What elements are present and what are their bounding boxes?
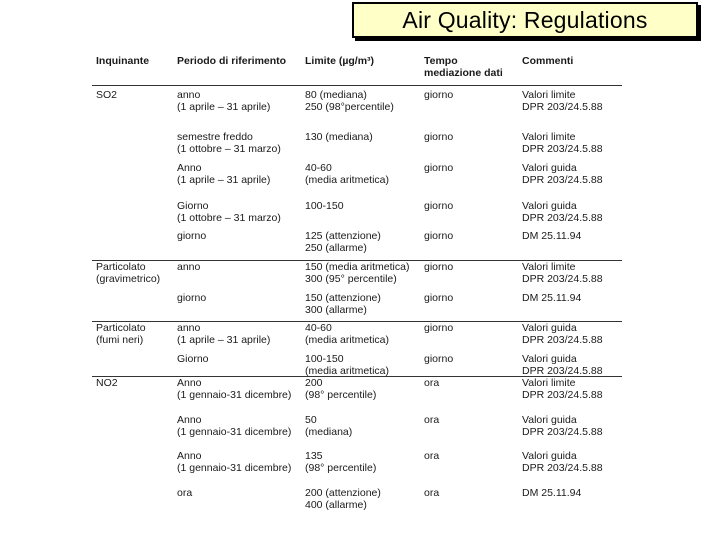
header-cell-period: Periodo di riferimento bbox=[177, 55, 287, 67]
cell-text-line: Valori limite bbox=[522, 131, 576, 143]
table-cell-averaging-time bbox=[420, 322, 518, 353]
table-cell-limit bbox=[301, 414, 420, 450]
cell-text-line: DPR 203/24.5.88 bbox=[522, 212, 603, 224]
table-cell-period bbox=[173, 414, 301, 450]
cell-text-line: Particolato bbox=[96, 261, 146, 273]
cell-text-line: ora bbox=[424, 487, 440, 499]
cell-text-line: DM 25.11.94 bbox=[522, 487, 582, 499]
table-cell-limit bbox=[301, 89, 420, 131]
cell-text-line: (gravimetrico) bbox=[96, 273, 161, 285]
cell-text-line: Valori guida bbox=[522, 450, 577, 462]
cell-text-line: 100-150 bbox=[305, 200, 344, 212]
table-cell-comments bbox=[518, 487, 622, 517]
cell-text-line: (fumi neri) bbox=[96, 334, 144, 346]
table-row bbox=[92, 450, 622, 487]
cell-text-line: (1 gennaio-31 dicembre) bbox=[177, 426, 292, 438]
cell-text-line: (media aritmetica) bbox=[305, 365, 390, 377]
table-cell-limit bbox=[301, 292, 420, 321]
cell-text-line: Valori limite bbox=[522, 261, 576, 273]
table-cell-pollutant bbox=[92, 230, 173, 260]
table-cell-averaging-time bbox=[420, 200, 518, 230]
cell-text-line: DPR 203/24.5.88 bbox=[522, 174, 603, 186]
cell-text-line: giorno bbox=[424, 200, 454, 212]
table-cell-limit bbox=[301, 131, 420, 162]
cell-text-line: 150 (media aritmetica) bbox=[305, 261, 410, 273]
cell-text-line: 200 bbox=[305, 377, 323, 389]
table-row bbox=[92, 162, 622, 200]
table-cell-comments bbox=[518, 414, 622, 450]
table-cell-averaging-time bbox=[420, 353, 518, 376]
cell-text-line: Particolato bbox=[96, 322, 146, 334]
cell-text-line: giorno bbox=[424, 131, 454, 143]
table-cell-averaging-time bbox=[420, 414, 518, 450]
cell-text-line: (98° percentile) bbox=[305, 462, 377, 474]
cell-text-line: 40-60 bbox=[305, 322, 332, 334]
table-cell-limit bbox=[301, 353, 420, 376]
table-cell-period bbox=[173, 261, 301, 292]
cell-text-line: Valori limite bbox=[522, 377, 576, 389]
cell-text-line: ora bbox=[424, 450, 440, 462]
cell-text-line: 125 (attenzione) bbox=[305, 230, 381, 242]
cell-text-line: DPR 203/24.5.88 bbox=[522, 101, 603, 113]
cell-text-line: (98° percentile) bbox=[305, 389, 377, 401]
cell-text-line: 200 (attenzione) bbox=[305, 487, 381, 499]
table-cell-pollutant bbox=[92, 162, 173, 200]
table-cell-period bbox=[173, 377, 301, 414]
cell-text-line: 135 bbox=[305, 450, 323, 462]
cell-text-line: giorno bbox=[424, 230, 454, 242]
table-cell-averaging-time bbox=[420, 377, 518, 414]
cell-text-line: SO2 bbox=[96, 89, 118, 101]
table-row bbox=[92, 261, 622, 292]
table-cell-averaging-time bbox=[420, 230, 518, 260]
table-row bbox=[92, 86, 622, 131]
table-cell-pollutant bbox=[92, 450, 173, 487]
table-cell-averaging-time bbox=[420, 487, 518, 517]
cell-text-line: 130 (mediana) bbox=[305, 131, 373, 143]
table-cell-averaging-time bbox=[420, 89, 518, 131]
table-cell-limit bbox=[301, 200, 420, 230]
table-cell-period bbox=[173, 162, 301, 200]
table-cell-averaging-time bbox=[420, 131, 518, 162]
slide-title-box bbox=[352, 2, 698, 38]
cell-text-line: giorno bbox=[177, 230, 207, 242]
table-cell-comments bbox=[518, 89, 622, 131]
cell-text-line: Valori guida bbox=[522, 414, 577, 426]
cell-text-line: 50 bbox=[305, 414, 317, 426]
table-cell-period bbox=[173, 322, 301, 353]
slide-title: Air Quality: Regulations bbox=[402, 6, 648, 33]
cell-text-line: DPR 203/24.5.88 bbox=[522, 426, 603, 438]
table-cell-comments bbox=[518, 230, 622, 260]
cell-text-line: Valori guida bbox=[522, 162, 577, 174]
cell-text-line: DPR 203/24.5.88 bbox=[522, 389, 603, 401]
cell-text-line: 100-150 bbox=[305, 353, 344, 365]
table-cell-limit bbox=[301, 377, 420, 414]
table-cell-comments bbox=[518, 377, 622, 414]
cell-text-line: Giorno bbox=[177, 353, 209, 365]
table-cell-limit bbox=[301, 487, 420, 517]
table-cell-averaging-time bbox=[420, 162, 518, 200]
cell-text-line: ora bbox=[424, 414, 440, 426]
table-cell-comments bbox=[518, 450, 622, 487]
cell-text-line: DPR 203/24.5.88 bbox=[522, 365, 603, 377]
table-cell-pollutant bbox=[92, 377, 173, 414]
table-cell-comments bbox=[518, 322, 622, 353]
cell-text-line: NO2 bbox=[96, 377, 118, 389]
table-cell-period bbox=[173, 131, 301, 162]
table-cell-pollutant bbox=[92, 89, 173, 131]
cell-text-line: DM 25.11.94 bbox=[522, 292, 582, 304]
cell-text-line: Valori guida bbox=[522, 200, 577, 212]
table-cell-limit bbox=[301, 162, 420, 200]
table-cell-comments bbox=[518, 162, 622, 200]
table-cell-comments bbox=[518, 200, 622, 230]
cell-text-line: giorno bbox=[424, 353, 454, 365]
cell-text-line: Anno bbox=[177, 450, 202, 462]
cell-text-line: giorno bbox=[424, 89, 454, 101]
cell-text-line: 150 (attenzione) bbox=[305, 292, 381, 304]
cell-text-line: DPR 203/24.5.88 bbox=[522, 273, 603, 285]
cell-text-line: Anno bbox=[177, 414, 202, 426]
cell-text-line: giorno bbox=[424, 261, 454, 273]
table-body bbox=[92, 86, 622, 517]
cell-text-line: DPR 203/24.5.88 bbox=[522, 334, 603, 346]
table-cell-averaging-time bbox=[420, 292, 518, 321]
table-cell-pollutant bbox=[92, 322, 173, 353]
cell-text-line: giorno bbox=[424, 162, 454, 174]
cell-text-line: Valori guida bbox=[522, 353, 577, 365]
cell-text-line: DM 25.11.94 bbox=[522, 230, 582, 242]
table-cell-period bbox=[173, 200, 301, 230]
cell-text-line: 250 (allarme) bbox=[305, 242, 367, 254]
cell-text-line: DPR 203/24.5.88 bbox=[522, 462, 603, 474]
table-cell-pollutant bbox=[92, 131, 173, 162]
cell-text-line: 300 (allarme) bbox=[305, 304, 367, 316]
cell-text-line: 250 (98°percentile) bbox=[305, 101, 394, 113]
cell-text-line: giorno bbox=[177, 292, 207, 304]
header-cell-averaging-time: Tempo mediazione dati bbox=[424, 55, 503, 79]
cell-text-line: semestre freddo bbox=[177, 131, 253, 143]
cell-text-line: Anno bbox=[177, 162, 202, 174]
cell-text-line: (media aritmetica) bbox=[305, 174, 390, 186]
cell-text-line: Anno bbox=[177, 377, 202, 389]
table-row bbox=[92, 322, 622, 353]
table-cell-period bbox=[173, 292, 301, 321]
cell-text-line: DPR 203/24.5.88 bbox=[522, 143, 603, 155]
table-cell-pollutant bbox=[92, 261, 173, 292]
table-cell-pollutant bbox=[92, 292, 173, 321]
table-row bbox=[92, 131, 622, 162]
table-row bbox=[92, 200, 622, 230]
table-cell-pollutant bbox=[92, 414, 173, 450]
table-cell-period bbox=[173, 450, 301, 487]
cell-text-line: giorno bbox=[424, 322, 454, 334]
table-cell-limit bbox=[301, 322, 420, 353]
table-cell-averaging-time bbox=[420, 261, 518, 292]
table-cell-comments bbox=[518, 353, 622, 376]
table-row bbox=[92, 230, 622, 261]
cell-text-line: anno bbox=[177, 89, 201, 101]
cell-text-line: Valori guida bbox=[522, 322, 577, 334]
table-cell-period bbox=[173, 487, 301, 517]
cell-text-line: anno bbox=[177, 261, 201, 273]
header-cell-comments: Commenti bbox=[522, 55, 574, 67]
cell-text-line: (1 ottobre – 31 marzo) bbox=[177, 143, 281, 155]
cell-text-line: (1 aprile – 31 aprile) bbox=[177, 101, 271, 113]
header-cell-pollutant: Inquinante bbox=[96, 55, 150, 67]
table-cell-limit bbox=[301, 261, 420, 292]
table-cell-period bbox=[173, 353, 301, 376]
table-header-row bbox=[92, 55, 622, 86]
table-cell-averaging-time bbox=[420, 450, 518, 487]
table-cell-comments bbox=[518, 261, 622, 292]
table-row bbox=[92, 353, 622, 377]
cell-text-line: (mediana) bbox=[305, 426, 353, 438]
table-cell-pollutant bbox=[92, 200, 173, 230]
cell-text-line: (1 aprile – 31 aprile) bbox=[177, 174, 271, 186]
table-row bbox=[92, 414, 622, 450]
table-cell-period bbox=[173, 230, 301, 260]
table-cell-pollutant bbox=[92, 353, 173, 376]
cell-text-line: ora bbox=[424, 377, 440, 389]
table-cell-limit bbox=[301, 450, 420, 487]
cell-text-line: (1 ottobre – 31 marzo) bbox=[177, 212, 281, 224]
table-cell-limit bbox=[301, 230, 420, 260]
cell-text-line: giorno bbox=[424, 292, 454, 304]
table-cell-period bbox=[173, 89, 301, 131]
table-cell-comments bbox=[518, 292, 622, 321]
cell-text-line: Valori limite bbox=[522, 89, 576, 101]
cell-text-line: Giorno bbox=[177, 200, 209, 212]
cell-text-line: 400 (allarme) bbox=[305, 499, 367, 511]
cell-text-line: (1 gennaio-31 dicembre) bbox=[177, 462, 292, 474]
cell-text-line: (media aritmetica) bbox=[305, 334, 390, 346]
header-cell-limit: Limite (µg/m³) bbox=[305, 55, 375, 67]
cell-text-line: (1 gennaio-31 dicembre) bbox=[177, 389, 292, 401]
cell-text-line: 300 (95° percentile) bbox=[305, 273, 397, 285]
table-cell-comments bbox=[518, 131, 622, 162]
cell-text-line: 40-60 bbox=[305, 162, 332, 174]
cell-text-line: (1 aprile – 31 aprile) bbox=[177, 334, 271, 346]
cell-text-line: ora bbox=[177, 487, 193, 499]
table-row bbox=[92, 377, 622, 414]
table-row bbox=[92, 487, 622, 517]
table-cell-pollutant bbox=[92, 487, 173, 517]
cell-text-line: 80 (mediana) bbox=[305, 89, 367, 101]
cell-text-line: anno bbox=[177, 322, 201, 334]
regulations-table bbox=[92, 55, 622, 517]
table-row bbox=[92, 292, 622, 322]
